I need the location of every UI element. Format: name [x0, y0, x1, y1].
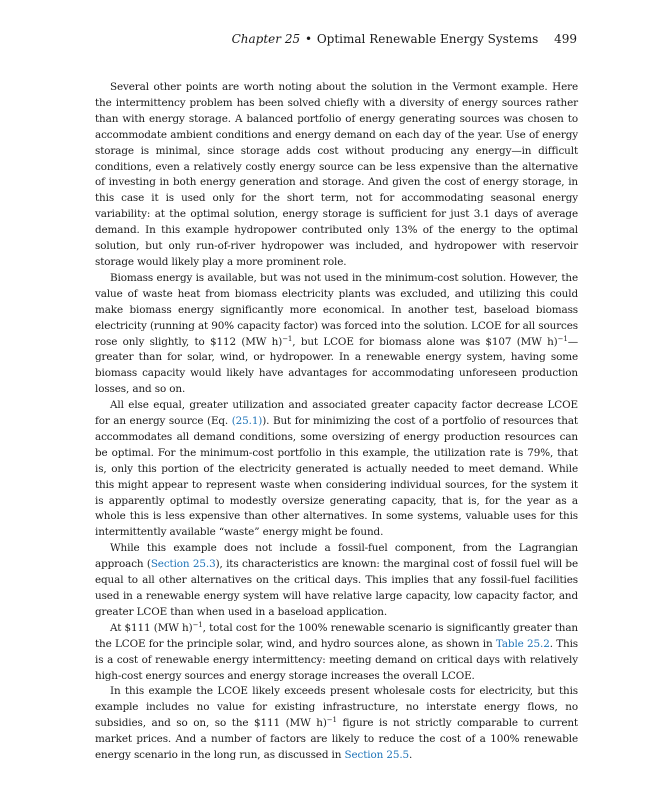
paragraph-utilization: All else equal, greater utilization and associated greater capacity factor decrease LCOE for an energy source (Eq. (25.1)). But for minimizing the cost of a portfolio of resources that accommodates all demand conditions, some oversizing of energy production resources can be optimal. For the minimum-cost portfolio in this example, the utilization rate is 79%, that is, only this portion of the electricity generated is actually needed to meet demand. While this might appear to represent waste when considering individual sources, for the system it is apparently optimal to modestly oversize generating capacity, that is, for the year as a whole this is less expensive than other alternatives. In some systems, valuable uses for this intermittently available “waste” energy might be found. — [95, 399, 578, 539]
equation-link[interactable]: (25.1) — [231, 415, 263, 428]
section-link[interactable]: Section 25.5 — [344, 749, 410, 762]
chapter-title: Optimal Renewable Energy Systems — [316, 32, 539, 46]
chapter-label: Chapter 25 — [231, 32, 301, 46]
paragraph-biomass: Biomass energy is available, but was not used in the minimum-cost solution. However, the value of waste heat from biomass electricity plants was excluded, and utilizing this could make biomass energy significantly more economical. In another test, baseload biomass electricity (running at 90% capacity factor) was forced into the solution. LCOE for all sources rose only slightly, to $112 (MW h)$^{-1}$, but LCOE for biomass alone was $107 (MW h)$^{-1}$—greater than for solar, wind, or hydropower. In a renewable energy system, having some biomass capacity would likely have advantages for accommodating unforeseen production losses, and so on. — [95, 271, 578, 396]
page-number: 499 — [554, 32, 577, 46]
paragraph-total-cost: At $111 (MW h)$^{-1}$, total cost for the 100% renewable scenario is significantly greater than the LCOE for the principle solar, wind, and hydro sources alone, as shown in Table 25.2. This is a cost of renewable energy intermittency: meeting demand on critical days with relatively high-cost energy sources and energy storage increases the overall LCOE. — [95, 620, 579, 682]
paragraph-fossil-fuel: While this example does not include a fossil-fuel component, from the Lagrangian approach (Section 25.3), its characteristics are known: the marginal cost of fossil fuel will be equal to all other alternatives on the critical days. This implies that any fossil-fuel facilities used in a renewable energy system will have relative large capacity, low capacity factor, and greater LCOE than when used in a baseload application. — [95, 542, 578, 618]
section-link[interactable]: Section 25.3 — [150, 558, 216, 571]
paragraph-lcoe-comparison: In this example the LCOE likely exceeds present wholesale costs for electricity, but this example includes no value for existing infrastructure, no interstate energy flows, no subsidies, and so on, so the $111 (MW h)$^{-1}$ figure is not strictly comparable to current market prices. And a number of factors are likely to reduce the cost of a 100% renewable energy scenario in the long run, as discussed in Section 25.5. — [95, 685, 578, 762]
paragraph-vermont-solution: Several other points are worth noting about the solution in the Vermont example. Here the intermittency problem has been solved chiefly with a diversity of energy sources rather than with energy storage. A balanced portfolio of energy generating sources was chosen to accommodate ambient conditions and energy demand on each day of the year. Use of energy storage is minimal, since storage adds cost without producing any energy—in difficult conditions, even a relatively costly energy source can be less expensive than the alternative of investing in both energy generation and storage. And given the cost of energy storage, in this case it is used only for the short term, not for accommodating seasonal energy variability: at the optimal solution, energy storage is sufficient for just 3.1 days of average demand. In this example hydropower contributed only 13% of the energy to the optimal solution, but only run-of-river hydropower was included, and hydropower with reservoir storage would likely play a more prominent role. — [95, 81, 578, 268]
header-separator: • — [304, 32, 313, 46]
table-link[interactable]: Table 25.2 — [495, 637, 550, 650]
body-text — [95, 80, 578, 764]
running-header — [232, 31, 577, 47]
